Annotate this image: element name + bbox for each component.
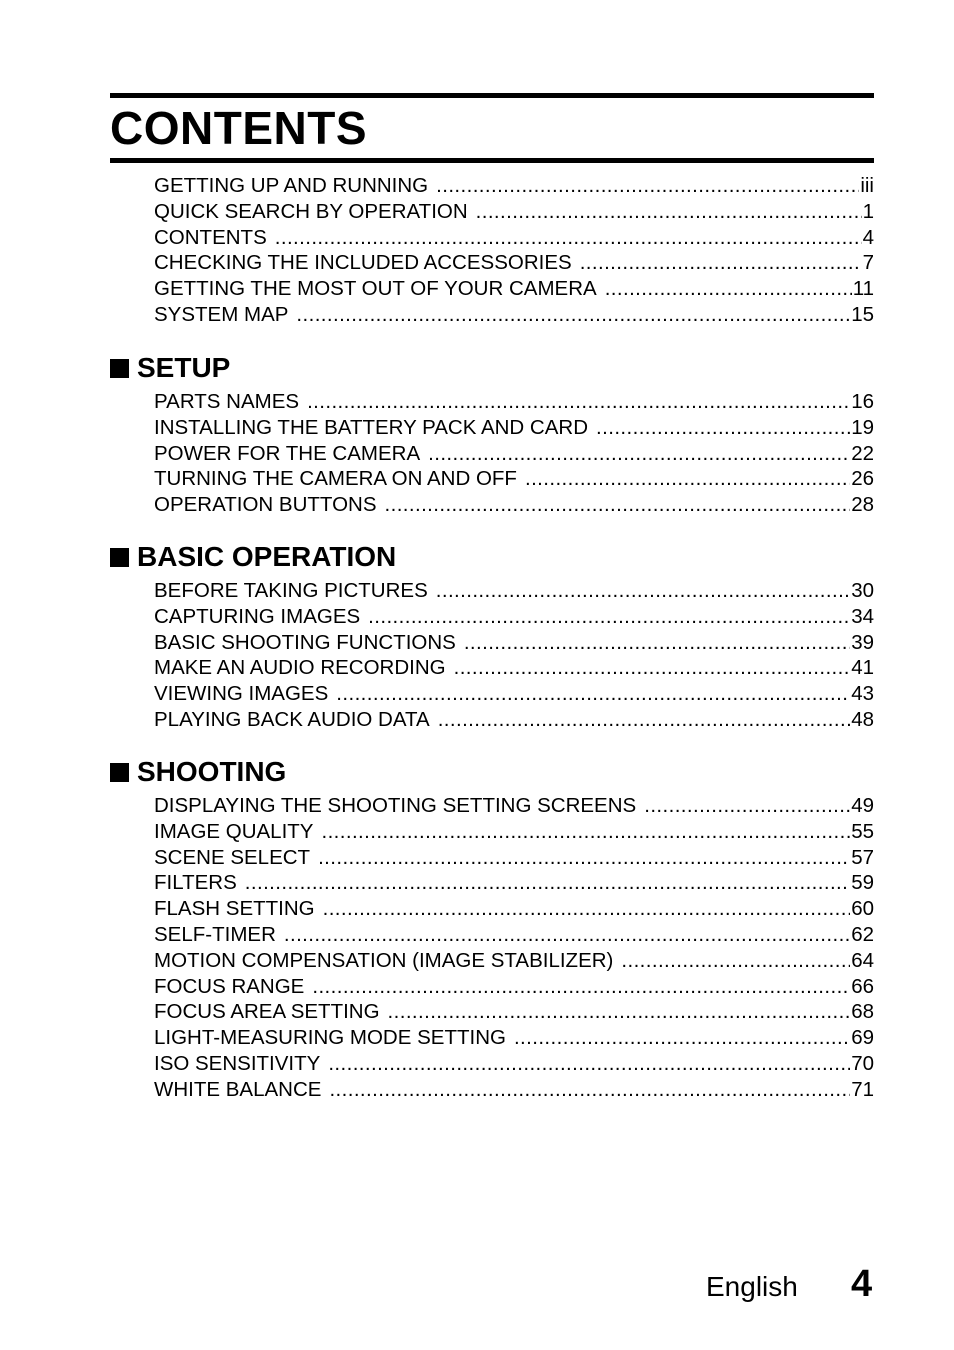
footer-language: English bbox=[706, 1271, 798, 1302]
toc-entry-page: 60 bbox=[851, 897, 874, 921]
toc-entry-page: 71 bbox=[851, 1077, 874, 1101]
toc-entry-page: 64 bbox=[851, 948, 874, 972]
toc-entry-page: 19 bbox=[851, 415, 874, 439]
section-heading-label: SHOOTING bbox=[137, 756, 287, 787]
section-heading bbox=[110, 352, 230, 384]
toc-entry-label: SELF-TIMER bbox=[154, 922, 276, 946]
toc-entry-page: 26 bbox=[851, 467, 874, 491]
toc-dot-leader bbox=[329, 1077, 850, 1103]
toc-entry-label: CONTENTS bbox=[154, 225, 267, 249]
toc-entry-page: 59 bbox=[851, 871, 874, 895]
toc-dot-leader bbox=[318, 845, 850, 871]
toc-entry-page: 11 bbox=[852, 277, 874, 301]
toc-entry-label: FILTERS bbox=[154, 871, 237, 895]
toc-entry-page: 22 bbox=[851, 441, 874, 465]
section-heading bbox=[110, 541, 396, 573]
toc-entry-label: OPERATION BUTTONS bbox=[154, 493, 377, 517]
toc-entry[interactable] bbox=[154, 199, 874, 225]
toc-entry-label: BEFORE TAKING PICTURES bbox=[154, 579, 428, 602]
toc-dot-leader bbox=[284, 922, 850, 948]
toc-entry-label: QUICK SEARCH BY OPERATION bbox=[154, 199, 468, 223]
square-bullet-icon bbox=[110, 359, 129, 378]
toc-entry-page: 55 bbox=[851, 819, 874, 843]
toc-entry-page: 7 bbox=[862, 251, 874, 275]
toc-entry[interactable] bbox=[154, 492, 874, 518]
toc-dot-leader bbox=[436, 173, 859, 199]
toc-entry-label: VIEWING IMAGES bbox=[154, 682, 329, 706]
toc-dot-leader bbox=[275, 225, 862, 251]
toc-entry-label: CHECKING THE INCLUDED ACCESSORIES bbox=[154, 251, 572, 275]
toc-entry[interactable] bbox=[154, 578, 874, 604]
toc-entry[interactable] bbox=[154, 604, 874, 630]
toc-entry-label: PLAYING BACK AUDIO DATA bbox=[154, 707, 430, 731]
toc-dot-leader bbox=[454, 655, 851, 681]
toc-entry-page: 49 bbox=[851, 794, 874, 817]
page-title: CONTENTS bbox=[110, 102, 367, 154]
toc-entry[interactable] bbox=[154, 681, 874, 707]
toc-entry-page: 43 bbox=[851, 682, 874, 706]
toc-entry[interactable] bbox=[154, 999, 874, 1025]
toc-entry[interactable] bbox=[154, 173, 874, 199]
toc-entry-label: BASIC SHOOTING FUNCTIONS bbox=[154, 630, 456, 654]
toc-entry[interactable] bbox=[154, 302, 874, 328]
toc-dot-leader bbox=[328, 1051, 850, 1077]
toc-dot-leader bbox=[336, 681, 850, 707]
toc-dot-leader bbox=[580, 250, 862, 276]
toc-dot-leader bbox=[368, 604, 850, 630]
toc-entry-page: 69 bbox=[851, 1026, 874, 1050]
toc-dot-leader bbox=[605, 276, 852, 302]
toc-entry[interactable] bbox=[154, 707, 874, 733]
toc-entry[interactable] bbox=[154, 389, 874, 415]
square-bullet-icon bbox=[110, 763, 129, 782]
toc-entry-label: ISO SENSITIVITY bbox=[154, 1051, 321, 1075]
toc-entry-page: 48 bbox=[851, 707, 874, 731]
toc-entry-label: WHITE BALANCE bbox=[154, 1077, 322, 1101]
toc-dot-leader bbox=[307, 389, 850, 415]
toc-entry-label: TURNING THE CAMERA ON AND OFF bbox=[154, 467, 517, 491]
toc-entry-label: GETTING UP AND RUNNING bbox=[154, 174, 429, 197]
toc-entry[interactable] bbox=[154, 1077, 874, 1103]
section-heading-label: BASIC OPERATION bbox=[137, 541, 397, 572]
toc-dot-leader bbox=[428, 441, 850, 467]
toc-dot-leader bbox=[323, 896, 851, 922]
toc-entry-label: FLASH SETTING bbox=[154, 897, 315, 921]
toc-entry-label: CAPTURING IMAGES bbox=[154, 604, 361, 628]
toc-entry-page: 70 bbox=[851, 1051, 874, 1075]
toc-entry-page: 34 bbox=[851, 604, 874, 628]
section-toc-list bbox=[154, 578, 874, 733]
toc-dot-leader bbox=[321, 819, 850, 845]
toc-entry-label: DISPLAYING THE SHOOTING SETTING SCREENS bbox=[154, 794, 637, 817]
toc-entry[interactable] bbox=[154, 1051, 874, 1077]
toc-dot-leader bbox=[476, 199, 862, 225]
title-rule-top bbox=[110, 93, 874, 98]
toc-dot-leader bbox=[525, 466, 850, 492]
toc-dot-leader bbox=[245, 870, 850, 896]
toc-dot-leader bbox=[438, 707, 851, 733]
toc-entry[interactable] bbox=[154, 655, 874, 681]
toc-entry-page: 1 bbox=[862, 199, 874, 223]
toc-entry-label: FOCUS AREA SETTING bbox=[154, 1000, 380, 1024]
toc-entry-page: 66 bbox=[851, 974, 874, 998]
section-heading bbox=[110, 756, 286, 788]
toc-entry[interactable] bbox=[154, 793, 874, 819]
toc-entry[interactable] bbox=[154, 415, 874, 441]
toc-entry-page: iii bbox=[860, 174, 874, 197]
toc-entry-page: 57 bbox=[851, 845, 874, 869]
toc-entry[interactable] bbox=[154, 630, 874, 656]
toc-entry-label: SCENE SELECT bbox=[154, 845, 311, 869]
toc-entry[interactable] bbox=[154, 896, 874, 922]
toc-dot-leader bbox=[514, 1025, 850, 1051]
toc-dot-leader bbox=[436, 578, 850, 604]
toc-entry[interactable] bbox=[154, 948, 874, 974]
toc-dot-leader bbox=[464, 630, 850, 656]
square-bullet-icon bbox=[110, 548, 129, 567]
section-toc-list bbox=[154, 793, 874, 1103]
toc-entry-page: 30 bbox=[851, 579, 874, 602]
toc-dot-leader bbox=[296, 302, 850, 328]
intro-toc-list bbox=[154, 173, 874, 328]
toc-entry-label: IMAGE QUALITY bbox=[154, 819, 314, 843]
toc-entry[interactable] bbox=[154, 466, 874, 492]
toc-entry[interactable] bbox=[154, 225, 874, 251]
toc-entry-page: 41 bbox=[851, 656, 874, 680]
toc-entry-label: GETTING THE MOST OUT OF YOUR CAMERA bbox=[154, 277, 597, 301]
toc-entry[interactable] bbox=[154, 250, 874, 276]
toc-dot-leader bbox=[312, 974, 850, 1000]
toc-entry[interactable] bbox=[154, 441, 874, 467]
toc-entry-page: 62 bbox=[851, 922, 874, 946]
toc-entry[interactable] bbox=[154, 845, 874, 871]
toc-entry[interactable] bbox=[154, 1025, 874, 1051]
toc-entry-page: 4 bbox=[862, 225, 874, 249]
toc-entry-page: 28 bbox=[851, 493, 874, 517]
toc-entry[interactable] bbox=[154, 974, 874, 1000]
section-toc-list bbox=[154, 389, 874, 518]
footer-page-number: 4 bbox=[851, 1263, 873, 1305]
toc-entry-label: INSTALLING THE BATTERY PACK AND CARD bbox=[154, 415, 589, 439]
toc-entry-page: 39 bbox=[851, 630, 874, 654]
toc-entry-label: SYSTEM MAP bbox=[154, 302, 289, 326]
section-heading-label: SETUP bbox=[137, 352, 231, 383]
toc-entry-label: MAKE AN AUDIO RECORDING bbox=[154, 656, 446, 680]
toc-dot-leader bbox=[388, 999, 851, 1025]
toc-entry[interactable] bbox=[154, 870, 874, 896]
toc-entry-label: POWER FOR THE CAMERA bbox=[154, 441, 421, 465]
toc-entry-page: 16 bbox=[851, 390, 874, 413]
toc-dot-leader bbox=[385, 492, 851, 518]
toc-dot-leader bbox=[596, 415, 850, 441]
toc-entry-page: 15 bbox=[851, 302, 874, 326]
toc-entry-label: FOCUS RANGE bbox=[154, 974, 305, 998]
title-rule-bottom bbox=[110, 158, 874, 163]
toc-entry-label: PARTS NAMES bbox=[154, 390, 300, 413]
toc-entry-label: MOTION COMPENSATION (IMAGE STABILIZER) bbox=[154, 948, 614, 972]
toc-entry-page: 68 bbox=[851, 1000, 874, 1024]
toc-entry-label: LIGHT-MEASURING MODE SETTING bbox=[154, 1026, 506, 1050]
toc-dot-leader bbox=[644, 793, 850, 819]
toc-dot-leader bbox=[621, 948, 850, 974]
toc-entry[interactable] bbox=[154, 922, 874, 948]
toc-entry[interactable] bbox=[154, 819, 874, 845]
toc-entry[interactable] bbox=[154, 276, 874, 302]
